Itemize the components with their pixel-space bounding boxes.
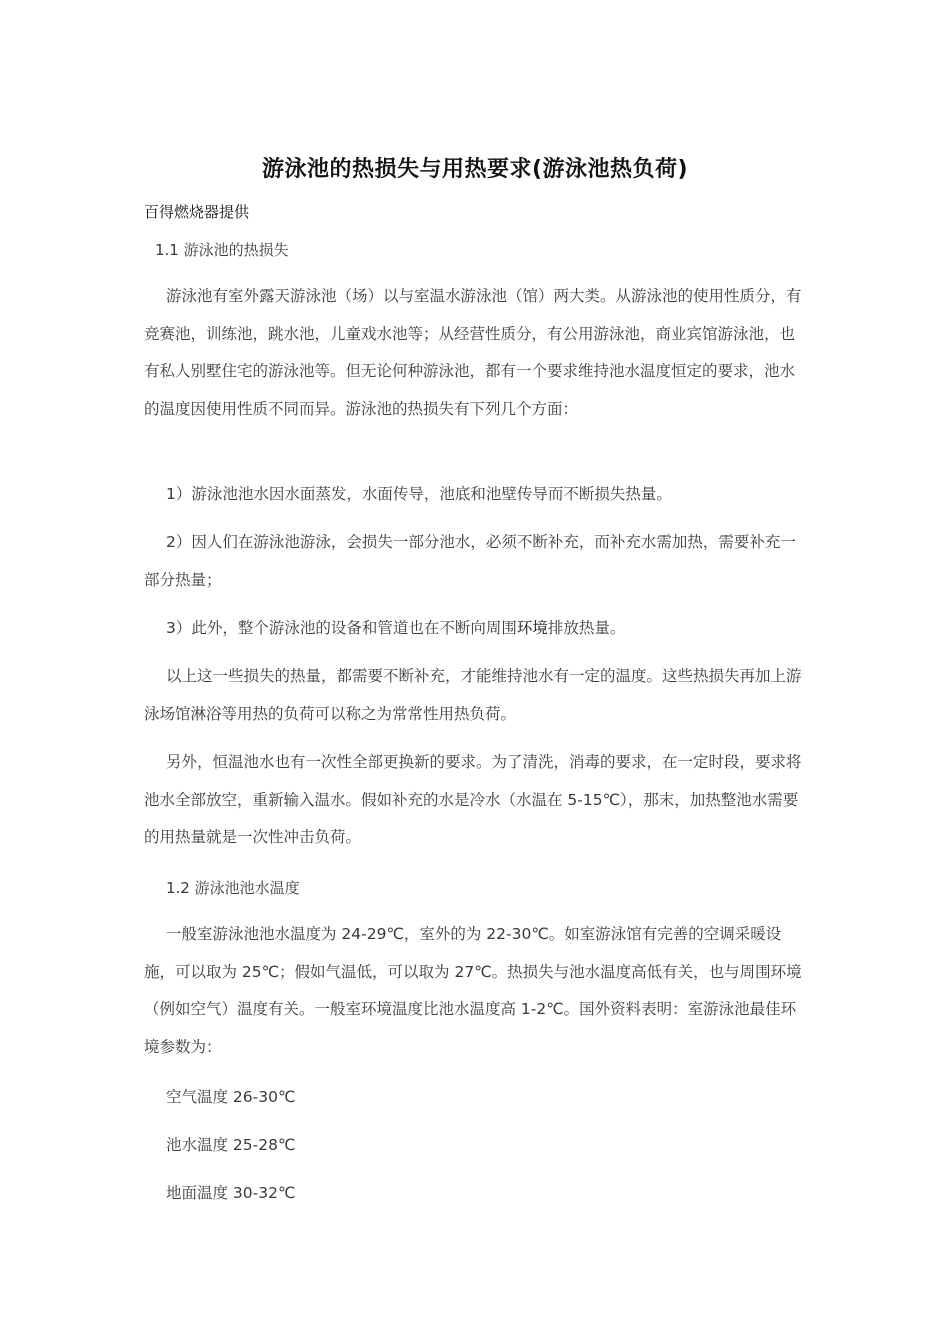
paragraph-loss-3 (144, 610, 808, 648)
loss-3-text-after: 排放热量。 (547, 619, 626, 637)
paragraph-water-temperature: 一般室游泳池池水温度为 24-29℃，室外的为 22-30℃。如室游泳馆有完善的空调采暖设施，可以取为 25℃；假如气温低，可以取为 27℃。热损失与池水温度高低有关，也与周围环境（例如空气）温度有关。一般室环境温度比池水温度高 1-2℃。国外资料表明：室游泳池最佳环境参数为： (144, 925, 802, 1056)
param-floor-temperature: 地面温度 30-32℃ (166, 1184, 296, 1202)
paragraph-intro: 游泳池有室外露天游泳池（场）以与室温水游泳池（馆）两大类。从游泳池的使用性质分，有竞赛池，训练池，跳水池，儿童戏水池等；从经营性质分，有公用游泳池，商业宾馆游泳池，也有私人别墅住宅的游泳池等。但无论何种游泳池，都有一个要求维持池水温度恒定的要求，池水的温度因使用性质不同而异。游泳池的热损失有下列几个方面： (144, 287, 802, 418)
param-air-temperature: 空气温度 26-30℃ (166, 1088, 296, 1106)
param-water-temperature: 池水温度 25-28℃ (166, 1136, 296, 1154)
section-heading-1-1: 1.1 游泳池的热损失 (155, 241, 289, 259)
section-heading-1-2: 1.2 游泳池池水温度 (166, 879, 300, 897)
provider-line: 百得燃烧器提供 (144, 203, 250, 221)
loss-3-text-before: 3）此外，整个游泳池的设备和管道也在不断向周围 (166, 619, 517, 637)
environment-link[interactable]: 环境 (516, 619, 548, 637)
paragraph-one-time-load: 另外，恒温池水也有一次性全部更换新的要求。为了清洗，消毒的要求，在一定时段，要求将池水全部放空，重新输入温水。假如补充的水是冷水（水温在 5-15℃），那末，加热整池水需要的用热量就是一次性冲击负荷。 (144, 753, 802, 846)
document-title: 游泳池的热损失与用热要求(游泳池热负荷) (261, 157, 689, 182)
paragraph-loss-2: 2）因人们在游泳池游泳，会损失一部分池水，必须不断补充，而补充水需加热，需要补充一部分热量； (144, 533, 796, 589)
paragraph-loss-1: 1）游泳池池水因水面蒸发，水面传导，池底和池壁传导而不断损失热量。 (166, 485, 672, 503)
paragraph-summary: 以上这一些损失的热量，都需要不断补充，才能维持池水有一定的温度。这些热损失再加上游泳场馆淋浴等用热的负荷可以称之为常常性用热负荷。 (144, 667, 802, 723)
